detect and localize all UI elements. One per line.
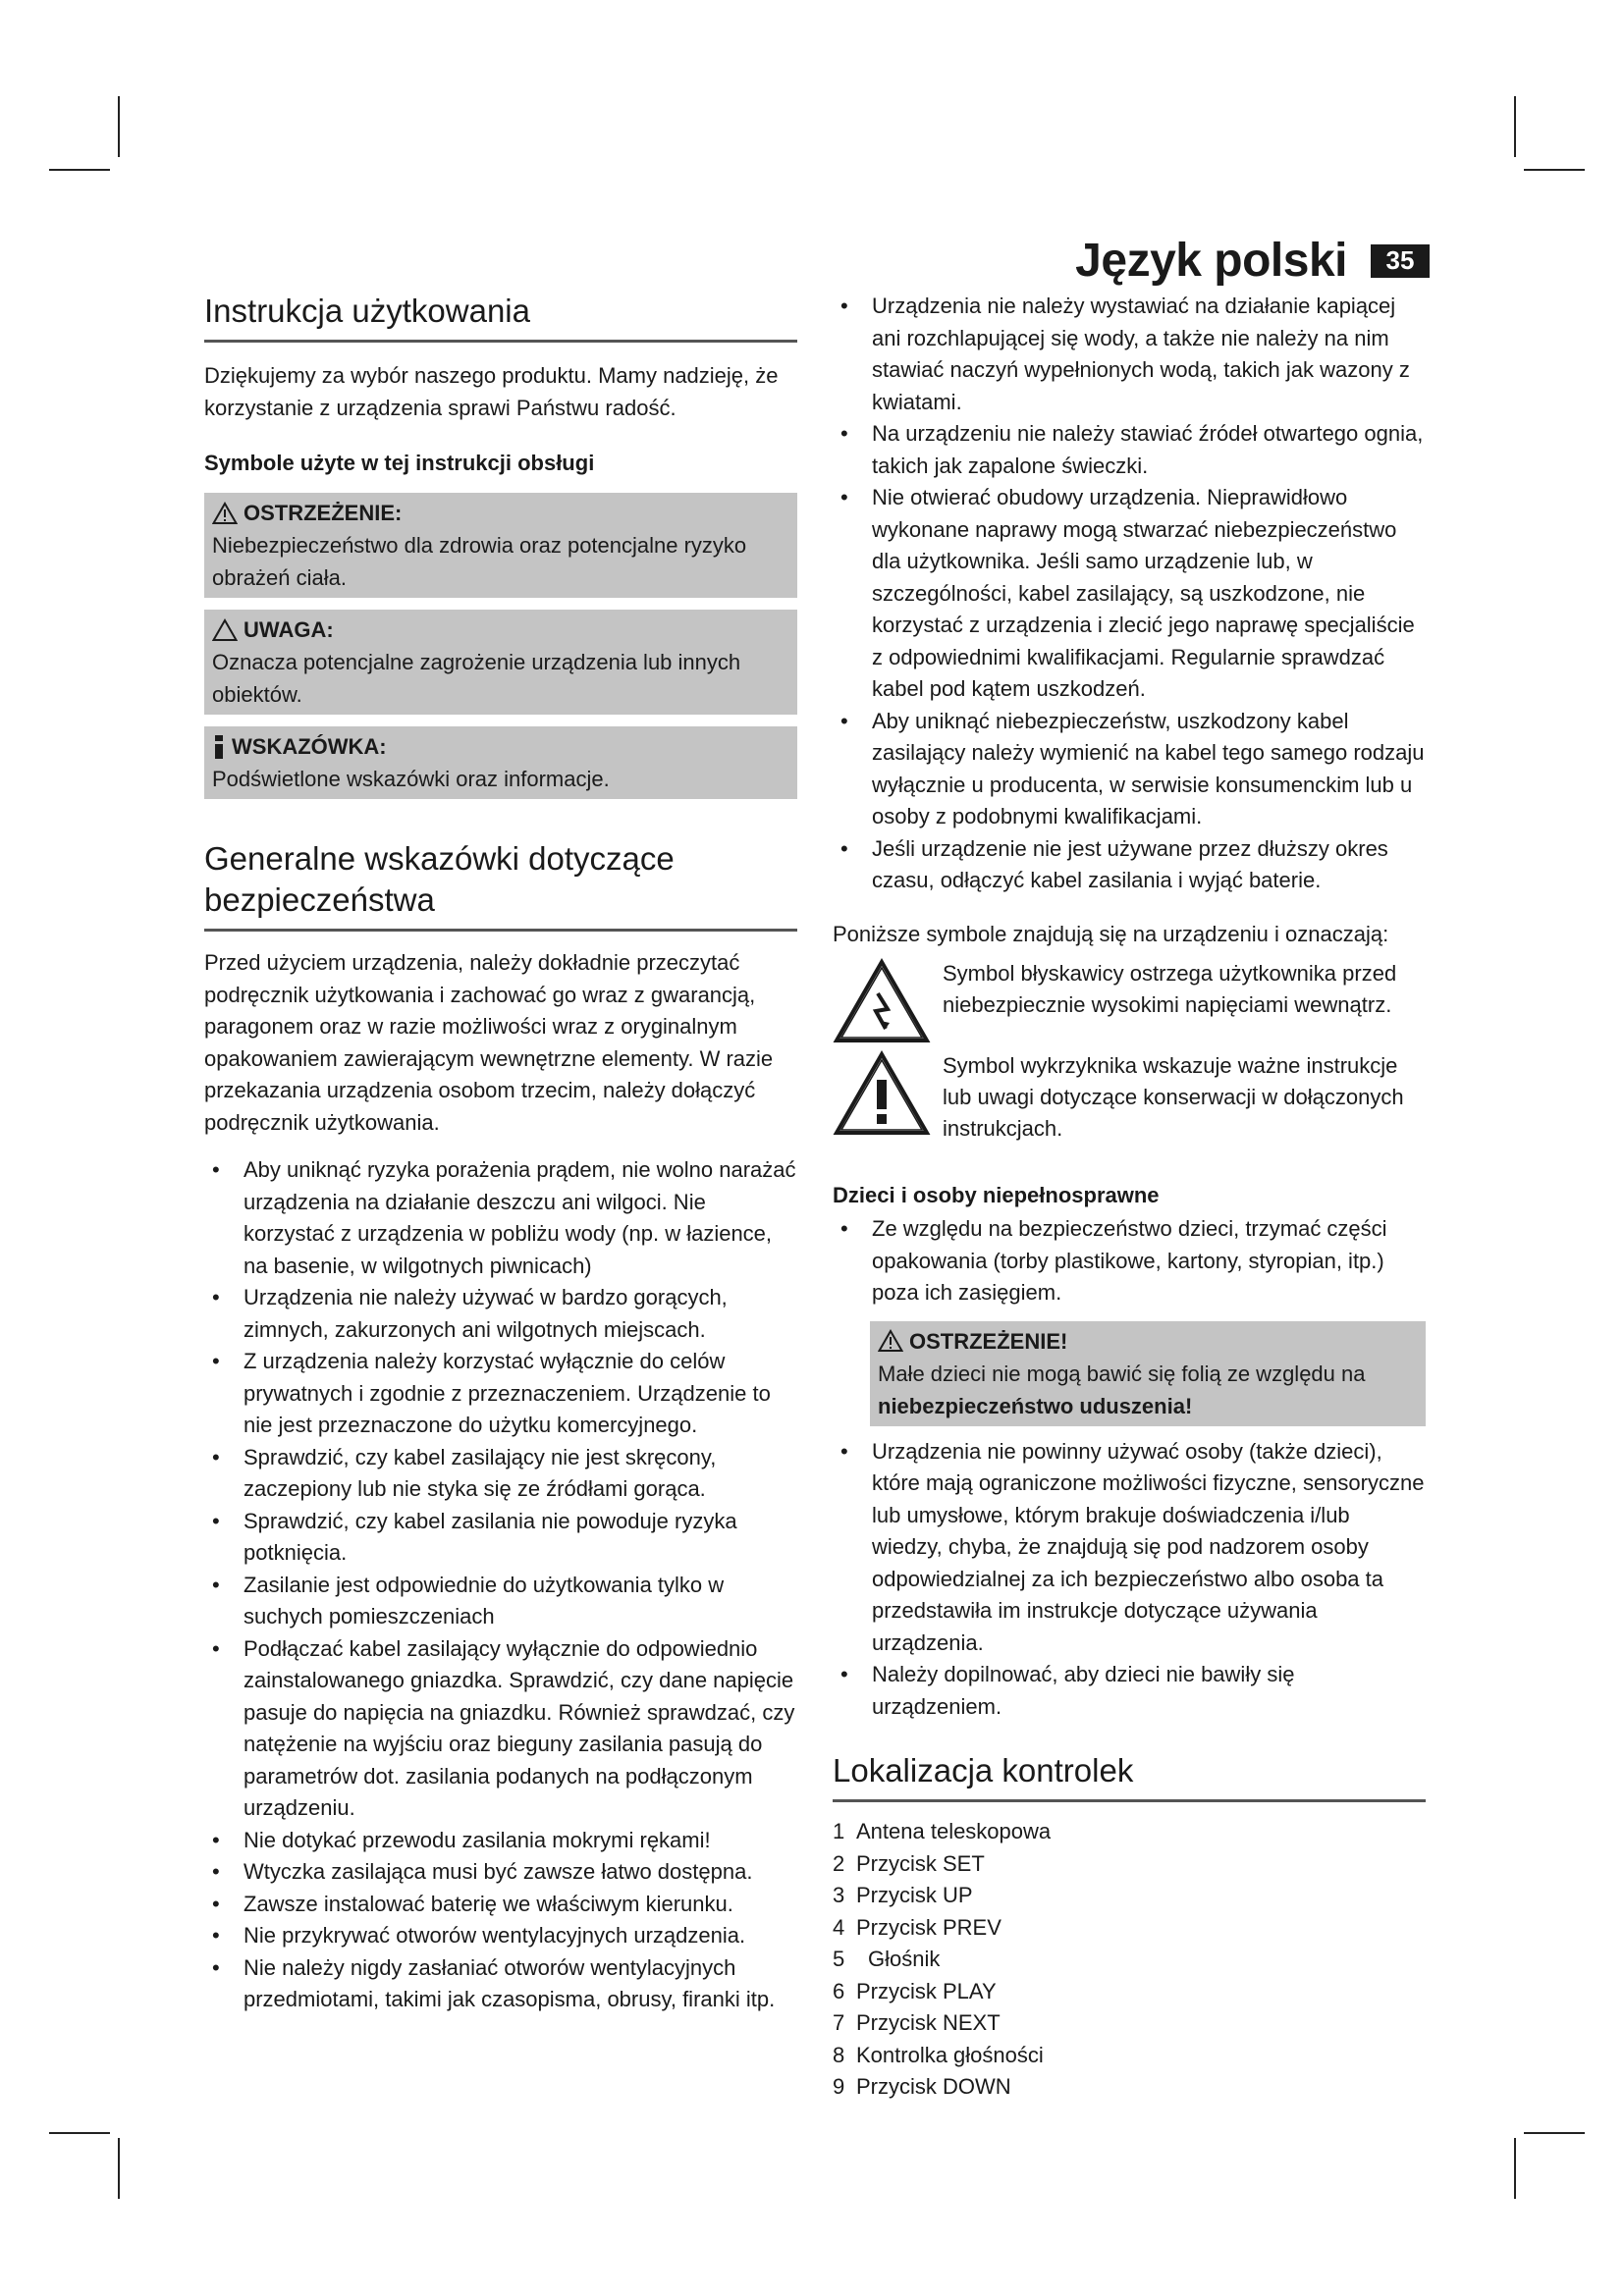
list-item: • Podłączać kabel zasilający wyłącznie do odpowiednio zainstalowanego gniazdka. Sprawdzić, czy dane napięcie pasuje do napięcia na gniazdku. Również sprawdzać, czy natężenie na wyjściu oraz bieguny zasilania pasują do parametrów dot. zasilania podanych na podłączonym urządzeniu. [204,1633,797,1825]
warning-triangle-icon [878,1329,903,1353]
children-list [833,1213,1426,1309]
list-item: 2 Przycisk SET [833,1850,985,1876]
hint-label: WSKAZÓWKA: [232,734,387,759]
crop-mark [49,2132,110,2134]
children-list-continued [833,1436,1426,1724]
language-title: Język polski [1075,235,1347,287]
intro-text: Dziękujemy za wybór naszego produktu. Mamy nadzieję, że korzystanie z urządzenia sprawi Państwu radość. [204,363,779,420]
list-item: 8 Kontrolka głośności [833,2042,1044,2067]
list-item: • Jeśli urządzenie nie jest używane przez dłuższy okres czasu, odłączyć kabel zasilania i wyjąć baterie. [833,833,1426,897]
list-item: • Należy dopilnować, aby dzieci nie bawiły się urządzeniem. [833,1659,1426,1723]
right-column [833,291,1426,2104]
page-header [1075,234,1430,288]
list-item: • Urządzenia nie należy używać w bardzo gorących, zimnych, zakurzonych ani wilgotnych miejscach. [204,1282,797,1346]
safety-list-continued [833,291,1426,897]
list-item: 1 Antena teleskopowa [833,1819,1052,1843]
controls-list [833,1816,1426,2104]
safety-heading: Generalne wskazówki dotyczące bezpieczeństwa [204,838,797,932]
crop-mark [49,169,110,171]
exclamation-symbol-row [833,1050,1426,1145]
list-item: • Ze względu na bezpieczeństwo dzieci, trzymać części opakowania (torby plastikowe, kartony, styropian, itp.) poza ich zasięgiem. [833,1213,1426,1309]
list-item: 3 Przycisk UP [833,1883,973,1907]
children-heading: Dzieci i osoby niepełnosprawne [833,1183,1160,1207]
list-item: 4 Przycisk PREV [833,1914,1001,1940]
list-item: 6 Przycisk PLAY [833,1978,997,2003]
caution-box [204,610,797,715]
list-item: • Wtyczka zasilająca musi być zawsze łatwo dostępna. [204,1856,797,1889]
list-item: • Zawsze instalować baterię we właściwym kierunku. [204,1889,797,1921]
left-column [204,291,797,2016]
list-item: 9 Przycisk DOWN [833,2074,1011,2099]
lightning-symbol-text: Symbol błyskawicy ostrzega użytkownika przed niebezpiecznie wysokimi napięciami wewnątrz. [943,961,1397,1017]
list-item: • Sprawdzić, czy kabel zasilający nie jest skręcony, zaczepiony lub nie styka się ze źródłami gorąca. [204,1442,797,1506]
controls-heading: Lokalizacja kontrolek [833,1750,1426,1802]
list-item: • Nie otwierać obudowy urządzenia. Nieprawidłowo wykonane naprawy mogą stwarzać niebezpieczeństwo dla użytkownika. Jeśli samo urządzenie lub, w szczególności, kabel zasilający, są uszkodzone, nie korzystać z urządzenia i zlecić jego naprawę specjaliście z odpowiednimi kwalifikacjami. Regularnie sprawdzać kabel pod kątem uszkodzeń. [833,482,1426,706]
children-warning-bold: niebezpieczeństwo uduszenia! [878,1393,1193,1418]
hint-box [204,726,797,799]
caution-text: Oznacza potencjalne zagrożenie urządzenia lub innych obiektów. [212,650,741,707]
list-item: • Aby uniknąć ryzyka porażenia prądem, nie wolno narażać urządzenia na działanie deszczu ani wilgoci. Nie korzystać z urządzenia w pobliżu wody (np. w łazience, na basenie, w wilgotnych piwnicach) [204,1154,797,1282]
list-item: • Na urządzeniu nie należy stawiać źródeł otwartego ognia, takich jak zapalone świeczki. [833,418,1426,482]
warning-text: Niebezpieczeństwo dla zdrowia oraz potencjalne ryzyko obrażeń ciała. [212,533,747,590]
crop-mark [118,96,120,157]
list-item: 5 Głośnik [833,1947,941,1971]
list-item: • Aby uniknąć niebezpieczeństw, uszkodzony kabel zasilający należy wymienić na kabel tego samego rodzaju wyłącznie u producenta, w serwisie konsumenckim lub u osoby z podobnymi kwalifikacjami. [833,706,1426,833]
crop-mark [1514,96,1516,157]
hint-text: Podświetlone wskazówki oraz informacje. [212,767,610,791]
list-item: • Nie należy nigdy zasłaniać otworów wentylacyjnych przedmiotami, takimi jak czasopisma, obrusy, firanki itp. [204,1952,797,2016]
crop-mark [1524,2132,1585,2134]
symbols-heading: Symbole użyte w tej instrukcji obsługi [204,451,595,475]
list-item: • Z urządzenia należy korzystać wyłącznie do celów prywatnych i zgodnie z przeznaczeniem. Urządzenie to nie jest przeznaczone do użytku komercyjnego. [204,1346,797,1442]
info-icon [212,734,226,760]
exclamation-symbol-text: Symbol wykrzyknika wskazuje ważne instrukcje lub uwagi dotyczące konserwacji w dołączonych instrukcjach. [943,1053,1404,1141]
lightning-symbol-row [833,958,1426,1044]
exclamation-warning-icon [833,1050,931,1137]
list-item: 7 Przycisk NEXT [833,2010,1001,2035]
caution-label: UWAGA: [244,617,334,642]
list-item: • Nie przykrywać otworów wentylacyjnych urządzenia. [204,1920,797,1952]
list-item: • Urządzenia nie należy wystawiać na działanie kapiącej ani rozchlapującej się wody, a także nie należy na nim stawiać naczyń wypełnionych wodą, takich jak wazony z kwiatami. [833,291,1426,418]
crop-mark [1524,169,1585,171]
children-warning-text: Małe dzieci nie mogą bawić się folią ze względu na [878,1361,1366,1386]
warning-box [204,493,797,598]
caution-triangle-icon [212,618,238,642]
symbols-intro: Poniższe symbole znajdują się na urządzeniu i oznaczają: [833,921,1389,946]
warning-label: OSTRZEŻENIE: [244,501,403,525]
crop-mark [118,2138,120,2199]
list-item: • Urządzenia nie powinny używać osoby (także dzieci), które mają ograniczone możliwości fizyczne, sensoryczne lub umysłowe, którym brakuje doświadczenia i/lub wiedzy, chyba, że znajdują się pod nadzorem osoby odpowiedzialnej za ich bezpieczeństwo albo osoba ta przedstawiła im instrukcje dotyczące używania urządzenia. [833,1436,1426,1660]
list-item: • Nie dotykać przewodu zasilania mokrymi rękami! [204,1825,797,1857]
lightning-warning-icon [833,958,931,1044]
intro-heading: Instrukcja użytkowania [204,291,797,343]
children-warning-label: OSTRZEŻENIE! [909,1328,1068,1354]
safety-intro: Przed użyciem urządzenia, należy dokładnie przeczytać podręcznik użytkowania i zachować go wraz z gwarancją, paragonem oraz w razie możliwości wraz z oryginalnym opakowaniem zawierającym wewnętrzne elementy. W razie przekazania urządzenia osobom trzecim, należy dołączyć podręcznik użytkowania. [204,950,774,1135]
list-item: • Zasilanie jest odpowiednie do użytkowania tylko w suchych pomieszczeniach [204,1570,797,1633]
list-item: • Sprawdzić, czy kabel zasilania nie powoduje ryzyka potknięcia. [204,1506,797,1570]
safety-list [204,1154,797,2016]
crop-mark [1514,2138,1516,2199]
children-warning-box [870,1321,1426,1426]
warning-triangle-icon [212,502,238,525]
page-number: 35 [1371,244,1430,278]
